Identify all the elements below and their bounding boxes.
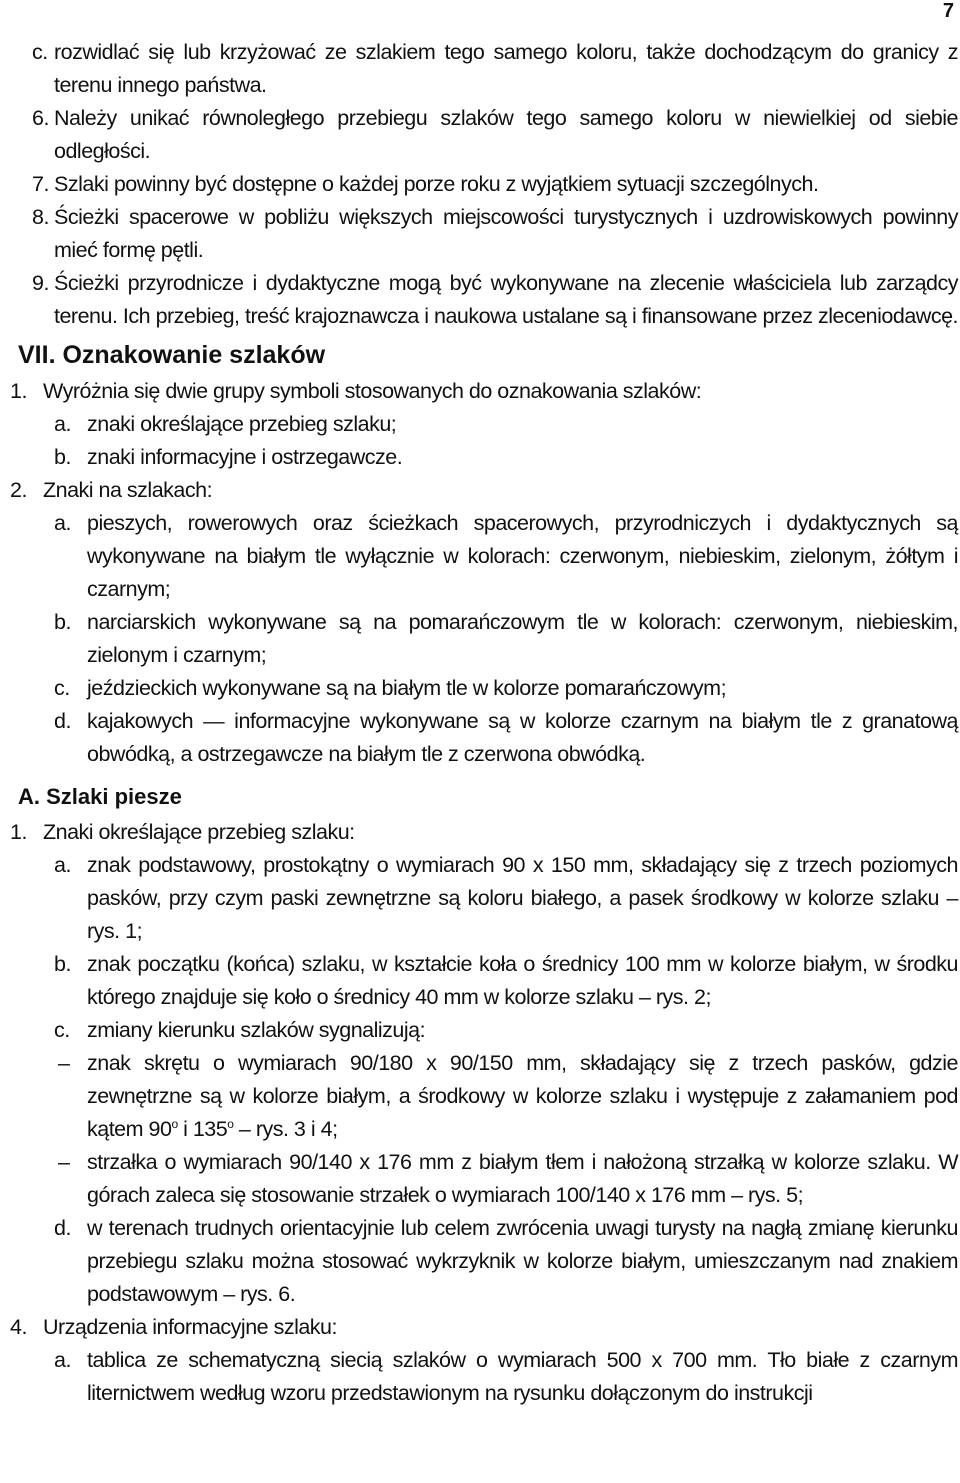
list-text: Należy unikać równoległego przebiegu szlaków tego samego koloru w niewielkiej od siebie odległości. — [54, 106, 958, 163]
list-text — [10, 1047, 958, 1146]
list-label: – — [58, 1051, 70, 1075]
list-label: 7. — [32, 172, 49, 196]
list-text: znak podstawowy, prostokątny o wymiarach 90 x 150 mm, składający się z trzech poziomych pasków, przy czym paski zewnętrzne są koloru białego, a pasek środkowy w kolorze szlaku – rys. 1; — [87, 853, 958, 943]
list-text: Szlaki powinny być dostępne o każdej porze roku z wyjątkiem sytuacji szczególnych. — [54, 172, 819, 196]
list-item-c — [10, 36, 958, 102]
list-item-vii-1a — [10, 408, 958, 441]
list-text: w terenach trudnych orientacyjnie lub celem zwrócenia uwagi turysty na nagłą zmianę kierunku przebiegu szlaku można stosować wykrzyknik w kolorze białym, umieszczanym nad znakiem podstawowym – rys. 6. — [87, 1216, 958, 1306]
list-label: b. — [54, 445, 71, 469]
list-label: b. — [54, 952, 71, 976]
dash-item-arrow — [10, 1146, 958, 1212]
list-text: znaki informacyjne i ostrzegawcze. — [87, 445, 403, 469]
list-label: d. — [54, 1216, 71, 1240]
list-label: c. — [32, 40, 48, 64]
section-heading-vii: VII. Oznakowanie szlaków — [18, 341, 326, 369]
list-item-a-1 — [10, 816, 958, 849]
list-label: b. — [54, 610, 71, 634]
list-text: kajakowych — informacyjne wykonywane są w kolorze czarnym na białym tle z granatową obwódką, a ostrzegawcze na białym tle z czerwona obwódką. — [87, 709, 958, 766]
list-text-part: znak skrętu o wymiarach 90/180 x 90/150 mm, składający się z trzech pasków, gdzie zewnętrzne są w kolorze białym, a środkowy w kolorze szlaku i występuje z załamaniem pod kątem 90 — [87, 1051, 958, 1141]
list-item-vii-1 — [10, 375, 958, 408]
list-item-a-4a — [10, 1344, 958, 1410]
list-label: 2. — [10, 478, 27, 502]
list-label: a. — [54, 1348, 71, 1372]
list-text: Urządzenia informacyjne szlaku: — [43, 1315, 337, 1339]
list-text: zmiany kierunku szlaków sygnalizują: — [87, 1018, 426, 1042]
list-label: d. — [54, 709, 71, 733]
list-item-vii-2b — [10, 606, 958, 672]
list-text: Ścieżki przyrodnicze i dydaktyczne mogą być wykonywane na zlecenie właściciela lub zarządcy terenu. Ich przebieg, treść krajoznawcza i naukowa ustalane są i finansowane przez zleceniodawcę. — [54, 271, 958, 328]
page-number: 7 — [942, 0, 954, 22]
list-text: strzałka o wymiarach 90/140 x 176 mm z białym tłem i nałożoną strzałką w kolorze szlaku. W górach zaleca się stosowanie strzałek o wymiarach 100/140 x 176 mm – rys. 5; — [87, 1150, 958, 1207]
list-text: pieszych, rowerowych oraz ścieżkach spacerowych, przyrodniczych i dydaktycznych są wykonywane na białym tle wyłącznie w kolorach: czerwonym, niebieskim, zielonym, żółtym i czarnym; — [87, 511, 958, 601]
list-label: 9. — [32, 271, 49, 295]
list-label: a. — [54, 853, 71, 877]
list-label: 1. — [10, 379, 27, 403]
list-label: a. — [54, 511, 71, 535]
list-item-a-1c — [10, 1014, 958, 1047]
list-label: 4. — [10, 1315, 27, 1339]
list-text: tablica ze schematyczną siecią szlaków o wymiarach 500 x 700 mm. Tło białe z czarnym liternictwem według wzoru przedstawionym na rysunku dołączonym do instrukcji — [87, 1348, 958, 1405]
list-item-vii-2d — [10, 705, 958, 771]
list-label: c. — [54, 1018, 70, 1042]
list-item-vii-2a — [10, 507, 958, 606]
list-text: Znaki na szlakach: — [43, 478, 213, 502]
list-label: c. — [54, 676, 70, 700]
list-item-8 — [10, 201, 958, 267]
list-label: – — [58, 1150, 70, 1174]
list-item-a-1b — [10, 948, 958, 1014]
list-item-vii-2 — [10, 474, 958, 507]
list-item-a-4 — [10, 1311, 958, 1344]
list-item-9 — [10, 267, 958, 333]
list-text: narciarskich wykonywane są na pomarańczowym tle w kolorach: czerwonym, niebieskim, zielonym i czarnym; — [87, 610, 958, 667]
document-body — [10, 36, 958, 1410]
dash-item-turn-sign — [10, 1047, 958, 1146]
list-text: Ścieżki spacerowe w pobliżu większych miejscowości turystycznych i uzdrowiskowych powinny mieć formę pętli. — [54, 205, 958, 262]
list-text: Znaki określające przebieg szlaku: — [43, 820, 355, 844]
list-text: znaki określające przebieg szlaku; — [87, 412, 397, 436]
list-item-a-1d — [10, 1212, 958, 1311]
section-heading-a: A. Szlaki piesze — [18, 784, 182, 809]
list-label: 8. — [32, 205, 49, 229]
list-item-a-1a — [10, 849, 958, 948]
list-text: znak początku (końca) szlaku, w kształcie koła o średnicy 100 mm w kolorze białym, w środku którego znajduje się koło o średnicy 40 mm w kolorze szlaku – rys. 2; — [87, 952, 958, 1009]
list-label: 1. — [10, 820, 27, 844]
list-text: Wyróżnia się dwie grupy symboli stosowanych do oznakowania szlaków: — [43, 379, 702, 403]
degree-sup: o — [227, 1116, 234, 1131]
list-text-part: i 135 — [177, 1117, 228, 1141]
degree-sup: o — [171, 1116, 178, 1131]
list-text: jeździeckich wykonywane są na białym tle w kolorze pomarańczowym; — [87, 676, 727, 700]
list-item-vii-1b — [10, 441, 958, 474]
list-item-7 — [10, 168, 958, 201]
list-label: a. — [54, 412, 71, 436]
list-text-part: – rys. 3 i 4; — [233, 1117, 338, 1141]
list-text: rozwidlać się lub krzyżować ze szlakiem tego samego koloru, także dochodzącym do granicy z terenu innego państwa. — [54, 40, 958, 97]
list-label: 6. — [32, 106, 49, 130]
list-item-vii-2c — [10, 672, 958, 705]
list-item-6 — [10, 102, 958, 168]
